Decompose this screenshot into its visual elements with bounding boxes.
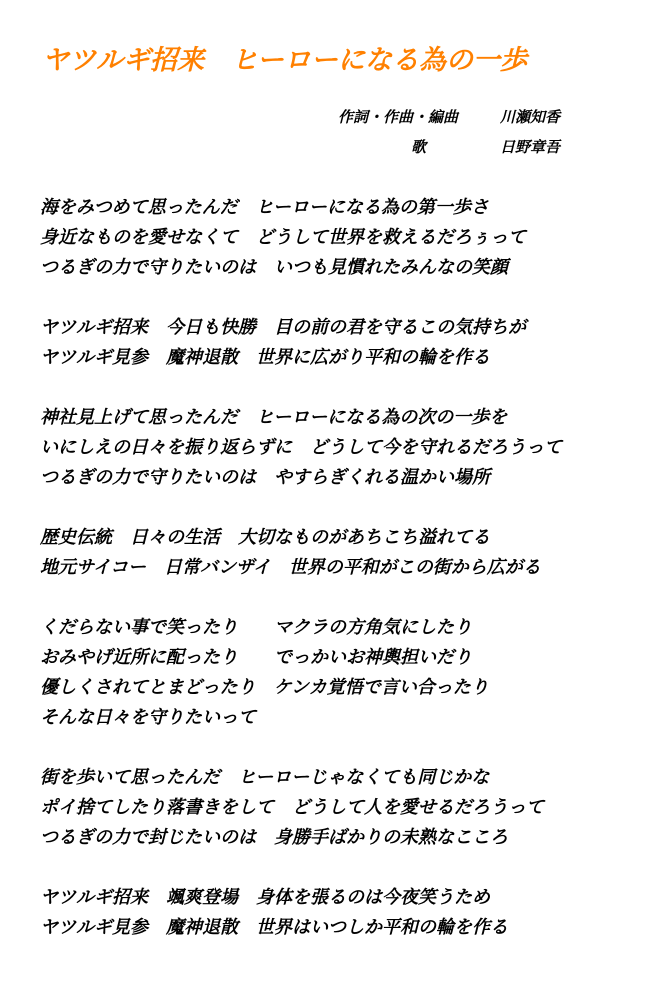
lyric-line: ヤツルギ招来 颯爽登場 身体を張るのは今夜笑うため: [40, 887, 490, 908]
lyric-line: ヤツルギ招来 今日も快勝 目の前の君を守るこの気持ちが: [40, 317, 526, 338]
singer-credit-label: 歌: [411, 138, 427, 156]
song-title: ヤツルギ招来 ヒーローになる為の一歩: [42, 45, 527, 76]
lyric-line: いにしえの日々を振り返らずに どうして今を守れるだろうって: [40, 437, 562, 458]
singer-credit-name: 日野章吾: [500, 138, 561, 156]
lyric-line: そんな日々を守りたいって: [40, 707, 256, 728]
lyric-line: 神社見上げて思ったんだ ヒーローになる為の次の一歩を: [40, 407, 508, 428]
lyric-line: 街を歩いて思ったんだ ヒーローじゃなくても同じかな: [40, 767, 490, 788]
stanza-3: [40, 403, 640, 493]
lyric-line: ヤツルギ見参 魔神退散 世界に広がり平和の輪を作る: [40, 347, 490, 368]
lyric-line: 海をみつめて思ったんだ ヒーローになる為の第一歩さ: [40, 197, 489, 218]
lyric-line: おみやげ近所に配ったり でっかいお神輿担いだり: [40, 647, 472, 668]
lyric-line: ヤツルギ見参 魔神退散 世界はいつしか平和の輪を作る: [40, 917, 508, 938]
lyric-line: つるぎの力で封じたいのは 身勝手ばかりの未熟なこころ: [40, 827, 508, 848]
stanza-6: [40, 763, 640, 853]
lyric-line: 地元サイコー 日常バンザイ 世界の平和がこの街から広がる: [40, 557, 541, 578]
writer-credit-name: 川瀬知香: [500, 108, 561, 126]
lyric-line: 優しくされてとまどったり ケンカ覚悟で言い合ったり: [40, 677, 489, 698]
lyric-line: ポイ捨てしたり落書きをして どうして人を愛せるだろうって: [40, 797, 544, 818]
lyrics-body: [40, 193, 640, 973]
stanza-7: [40, 883, 640, 943]
lyric-line: つるぎの力で守りたいのは やすらぎくれる温かい場所: [40, 467, 490, 488]
stanza-1: [40, 193, 640, 283]
lyric-line: つるぎの力で守りたいのは いつも見慣れたみんなの笑顔: [40, 257, 508, 278]
lyric-line: くだらない事で笑ったり マクラの方角気にしたり: [40, 617, 472, 638]
stanza-4: [40, 523, 640, 583]
stanza-2: [40, 313, 640, 373]
lyric-line: 歴史伝統 日々の生活 大切なものがあちこち溢れてる: [40, 527, 490, 548]
lyric-line: 身近なものを愛せなくて どうして世界を救えるだろぅって: [40, 227, 526, 248]
stanza-5: [40, 613, 640, 733]
writer-credit-label: 作詞・作曲・編曲: [338, 108, 459, 126]
